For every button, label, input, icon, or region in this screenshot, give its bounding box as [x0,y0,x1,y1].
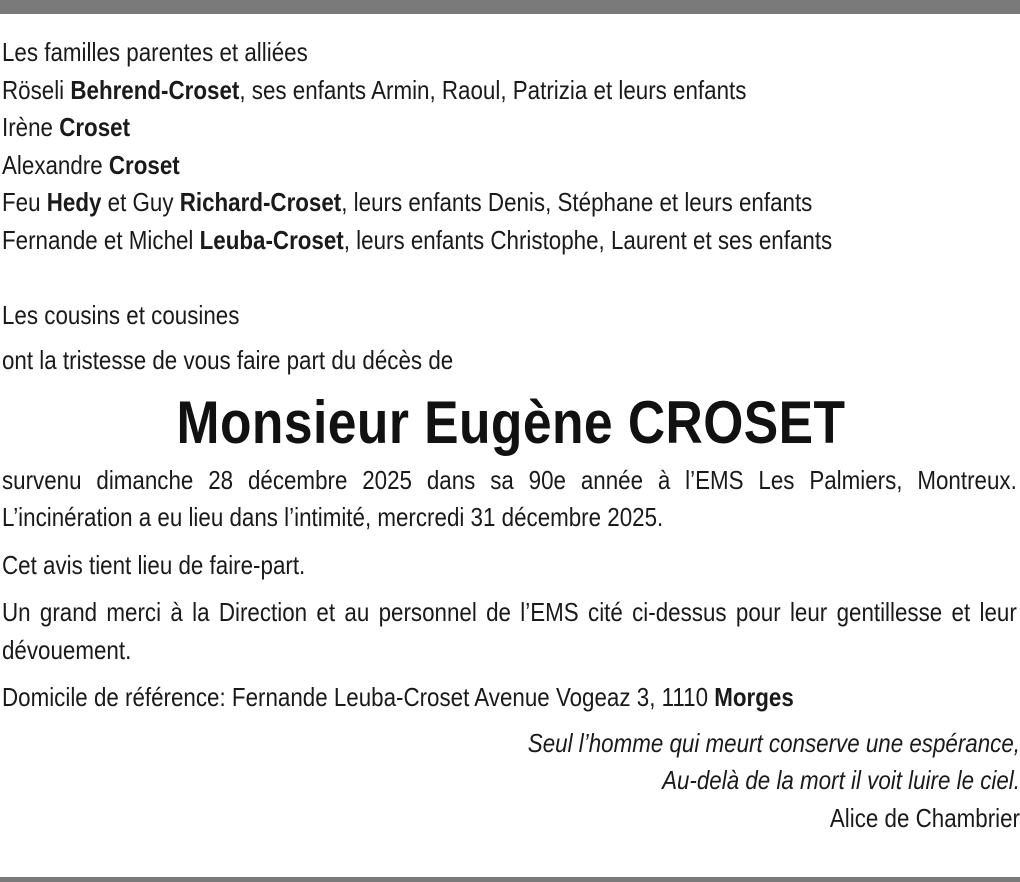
family-line-4 [2,147,877,185]
family-line-3 [2,109,877,147]
announcement: ont la tristesse de vous faire part du décès de [2,345,454,375]
family-name: Leuba-Croset [199,224,344,255]
top-rule [0,0,1020,14]
family-line-5 [2,184,877,222]
family-name: Behrend-Croset [70,74,240,105]
death-details: survenu dimanche 28 décembre 2025 dans sa 90e année à l’EMS Les Palmiers, Montreux. L’incinération a eu lieu dans l’intimité, mercredi 31 décembre 2025. [2,464,1017,532]
family-text: Les familles parentes et alliées [2,37,308,67]
family-text: , leurs enfants Denis, Stéphane et leurs enfants [341,187,813,217]
family-text: Alexandre [2,149,109,180]
quote-text: Seul l’homme qui meurt conserve une espérance, [527,727,1020,758]
bottom-rule [0,877,1020,882]
family-name: Richard-Croset [179,187,342,217]
family-text: Fernande et Michel [2,224,200,255]
notice-text: Cet avis tient lieu de faire-part. [2,549,306,580]
family-text: , leurs enfants Christophe, Laurent et ses enfants [343,224,833,255]
obituary-notice [2,34,1020,837]
family-name: Hedy [46,187,102,217]
quote-text: Au-delà de la mort il voit luire le ciel. [662,765,1020,795]
family-name: Croset [108,149,180,180]
quote-author: Alice de Chambrier [829,802,1020,833]
family-line-6 [2,222,1017,297]
family-line-1 [2,34,877,72]
family-text: , ses enfants Armin, Raoul, Patrizia et leurs enfants [239,74,747,105]
domicile-city: Morges [714,682,794,712]
family-text: et Guy [101,187,180,217]
family-text: Feu [2,187,47,217]
family-name: Croset [59,112,131,142]
family-text: Röseli [2,74,71,105]
family-text: Irène [2,112,60,142]
quote-line-2 [145,762,1020,800]
domicile-line [2,679,877,717]
deceased-name: Monsieur Eugène CROSET [176,388,846,456]
family-line-7 [2,297,877,335]
thanks-text: Un grand merci à la Direction et au personnel de l’EMS cité ci-dessus pour leur gentillesse et leur dévouement. [2,597,1017,665]
family-text: Les cousins et cousines [2,299,240,330]
family-line-2 [2,72,877,110]
quote-line-1 [145,725,1020,763]
domicile-address: Domicile de référence: Fernande Leuba-Croset Avenue Vogeaz 3, 1110 [2,682,715,712]
